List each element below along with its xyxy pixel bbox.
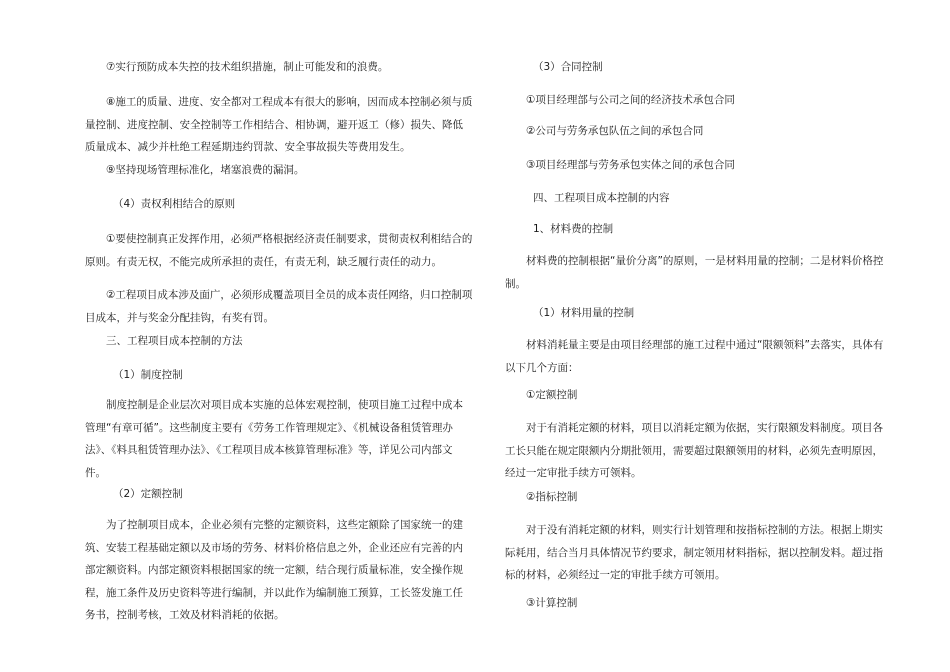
paragraph: ②工程项目成本涉及面广，必须形成覆盖项目全员的成本责任网络，归口控制项目成本，并与奖金分配挂钩，有奖有罚。 <box>85 289 473 324</box>
paragraph: ⑨坚持现场管理标准化，堵塞浪费的漏洞。 <box>106 164 305 176</box>
paragraph: ①要使控制真正发挥作用，必须严格根据经济责任制要求，贯彻责权利相结合的原则。有责无权，不能完成所承担的责任，有责无利，缺乏履行责任的动力。 <box>85 233 473 268</box>
section-heading: （1）制度控制 <box>113 369 183 381</box>
paragraph: ②指标控制 <box>526 491 578 503</box>
section-heading: 四、工程项目成本控制的内容 <box>533 192 670 204</box>
section-heading: 三、工程项目成本控制的方法 <box>106 335 243 347</box>
paragraph: ③项目经理部与劳务承包实体之间的承包合同 <box>526 159 735 171</box>
section-heading: （4）责权利相结合的原则 <box>113 198 236 210</box>
paragraph: ⑦实行预防成本失控的技术组织措施，制止可能发和的浪费。 <box>106 61 389 73</box>
paragraph: 材料消耗量主要是由项目经理部的施工过程中通过“限额领料”去落实，具体有以下几个方面： <box>505 339 884 374</box>
section-heading: 1、材料费的控制 <box>533 223 614 235</box>
paragraph: 为了控制项目成本，企业必须有完整的定额资料，这些定额除了国家统一的建筑、安装工程基础定额以及市场的劳务、材料价格信息之外，企业还应有完善的内部定额资料。内部定额资料根据国家的统一定额，结合现行质量标准，安全操作规程，施工条件及历史资料等进行编制，并以此作为编制施工预算，工长签发施工任务书，控制考核，工效及材料消耗的依据。 <box>85 519 463 621</box>
paragraph: 材料费的控制根据“量价分离”的原则，一是材料用量的控制；二是材料价格控制。 <box>505 255 884 290</box>
section-heading: （3）合同控制 <box>533 61 603 73</box>
section-heading: （1）材料用量的控制 <box>533 307 635 319</box>
paragraph: ①项目经理部与公司之间的经济技术承包合同 <box>526 94 735 106</box>
paragraph: ⑧施工的质量、进度、安全都对工程成本有很大的影响，因而成本控制必须与质量控制、进度控制、安全控制等工作相结合、相协调，避开返工（修）损失、降低质量成本、减少并杜绝工程延期违约罚款、安全事故损失等费用发生。 <box>85 96 473 153</box>
paragraph: ③计算控制 <box>526 597 578 609</box>
paragraph: 制度控制是企业层次对项目成本实施的总体宏观控制，使项目施工过程中成本管理“有章可循”。这些制度主要有《劳务工作管理规定》、《机械设备租赁管理办法》、《料具租赁管理办法》、《工程项目成本核算管理标准》等，详见公司内部文件。 <box>85 399 463 479</box>
paragraph: 对于有消耗定额的材料，项目以消耗定额为依据，实行限额发料制度。项目各工长只能在规定限额内分期批领用，需要超过限额领用的材料，必须先查明原因，经过一定审批手续方可领料。 <box>505 422 883 479</box>
paragraph: ②公司与劳务承包队伍之间的承包合同 <box>526 125 704 137</box>
paragraph: ①定额控制 <box>526 389 578 401</box>
paragraph: 对于没有消耗定额的材料，则实行计划管理和按指标控制的方法。根据上期实际耗用，结合当月具体情况节约要求，制定领用材料指标，据以控制发料。超过指标的材料，必须经过一定的审批手续方可领用。 <box>505 524 883 581</box>
section-heading: （2）定额控制 <box>113 488 183 500</box>
